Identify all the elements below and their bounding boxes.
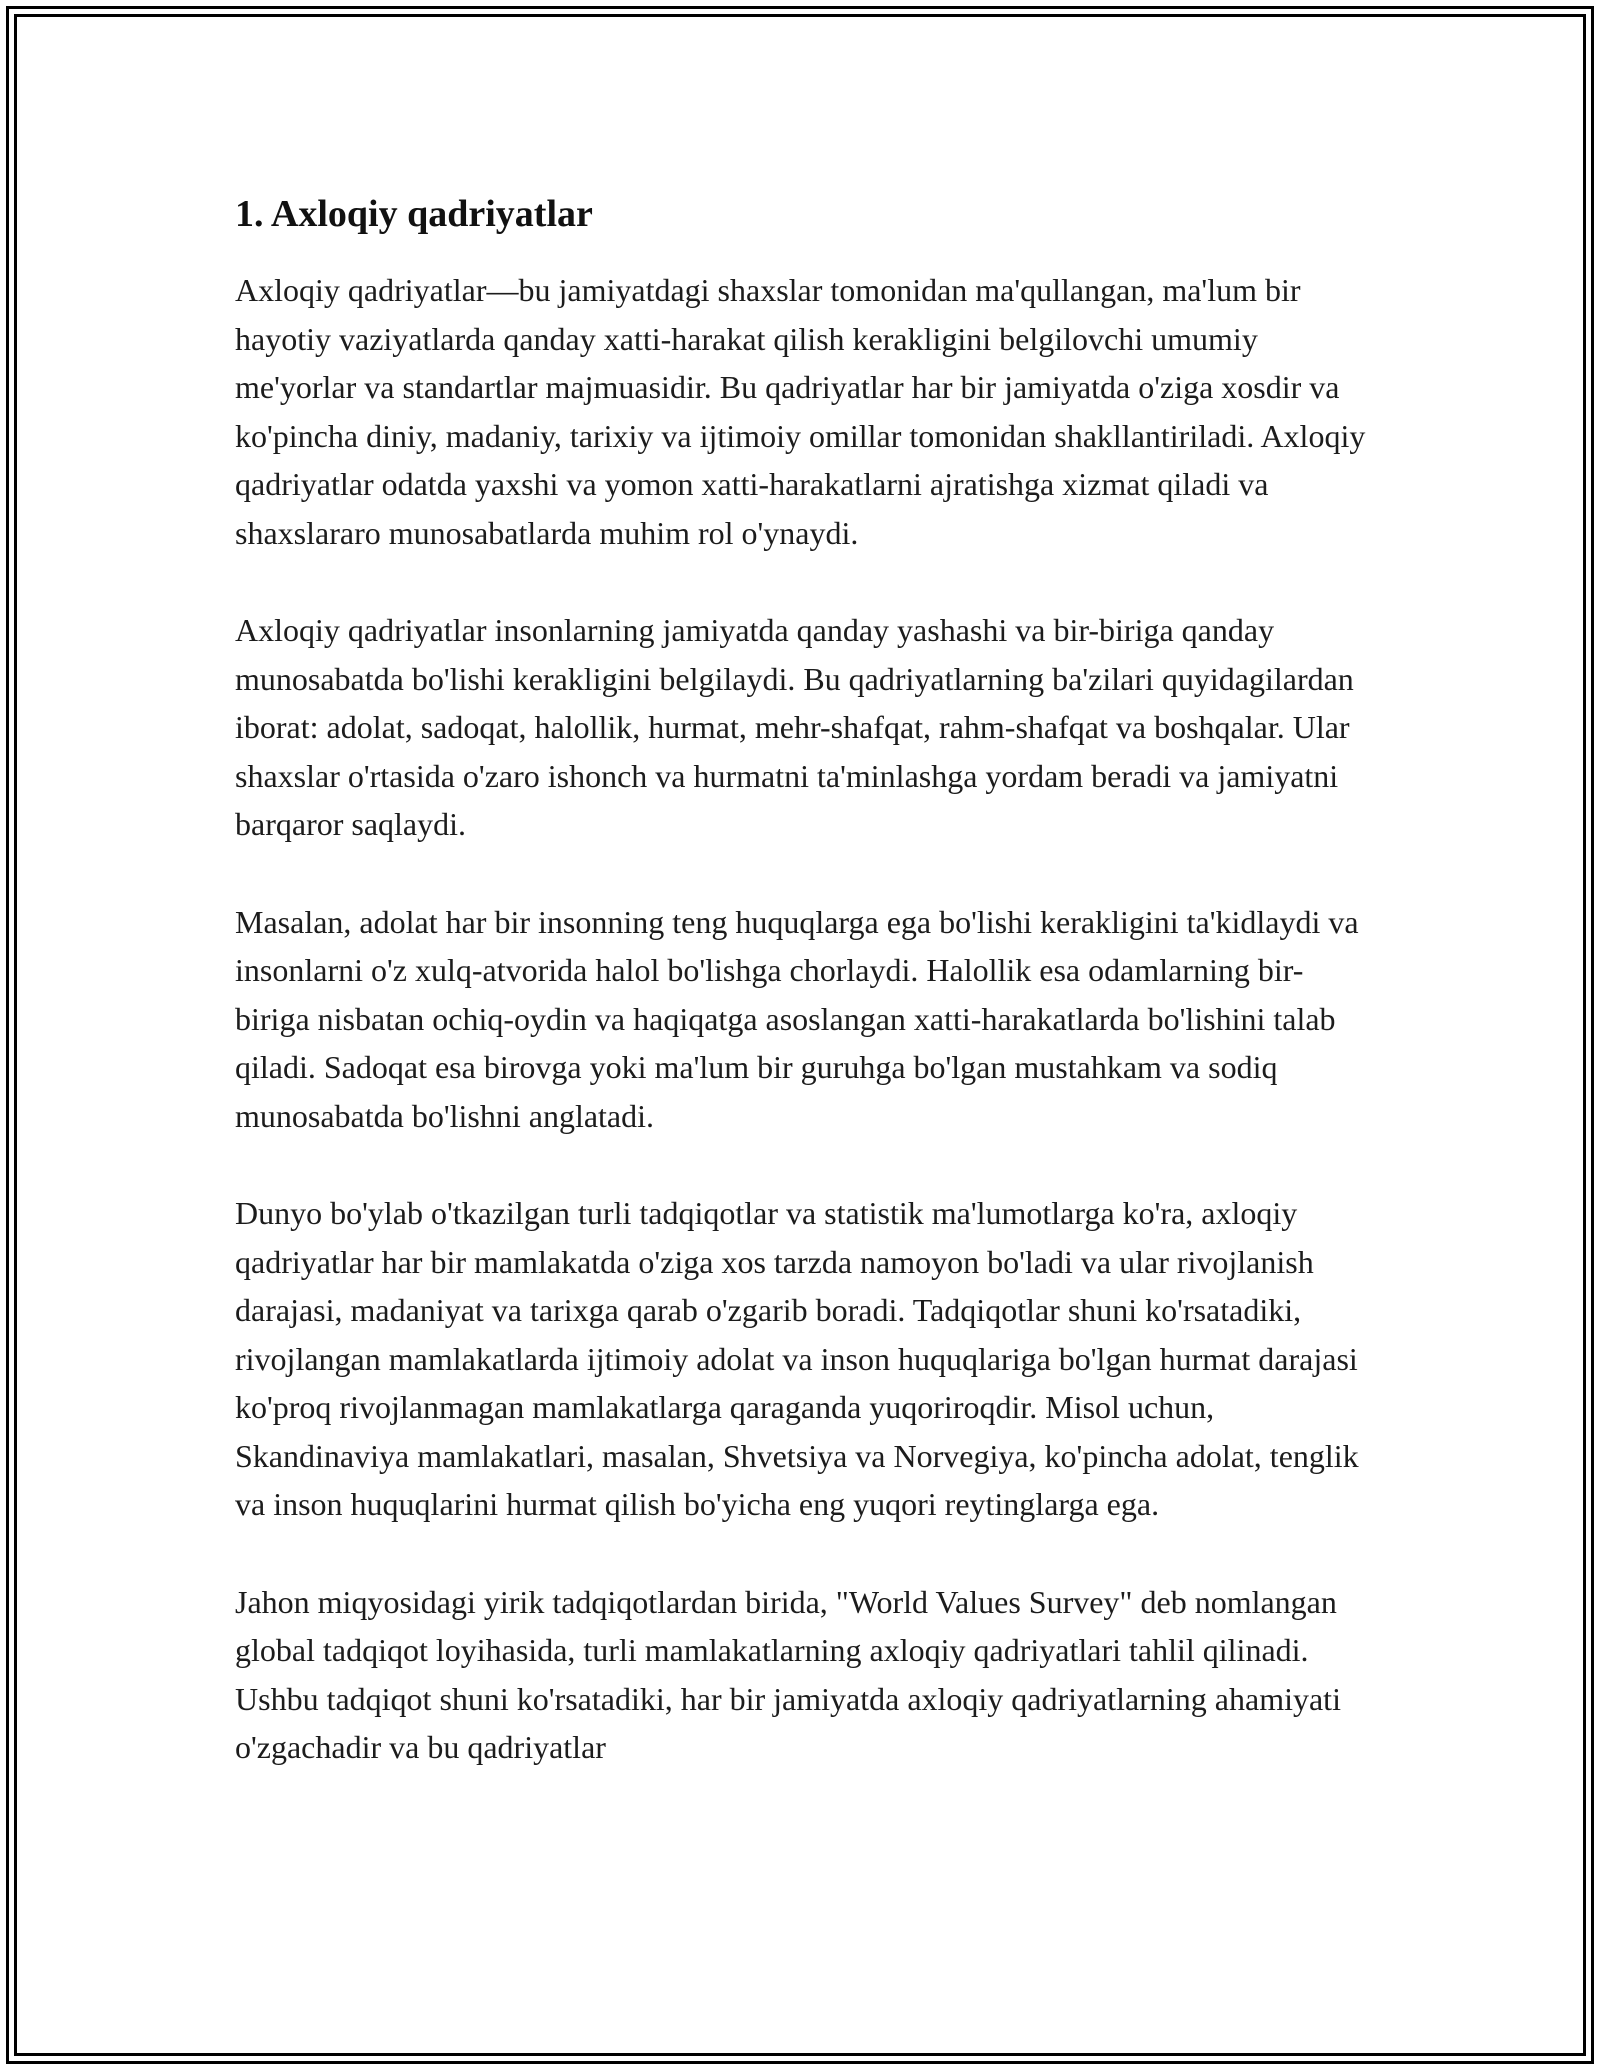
document-body <box>235 188 1375 1821</box>
paragraph-values-list: Axloqiy qadriyatlar insonlarning jamiyatda qanday yashashi va bir-biriga qanday munosabatda bo'lishi kerakligini belgilaydi. Bu qadriyatlarning ba'zilari quyidagilardan iborat: adolat, sadoqat, halollik, hurmat, mehr-shafqat, rahm-shafqat va boshqalar. Ular shaxslar o'rtasida o'zaro ishonch va hurmatni ta'minlashga yordam beradi va jamiyatni barqaror saqlaydi. <box>235 612 1354 842</box>
section-heading: 1. Axloqiy qadriyatlar <box>235 193 593 235</box>
paragraph-research: Dunyo bo'ylab o'tkazilgan turli tadqiqotlar va statistik ma'lumotlarga ko'ra, axloqiy qadriyatlar har bir mamlakatda o'ziga xos tarzda namoyon bo'ladi va ular rivojlanish darajasi, madaniyat va tarixga qarab o'zgarib boradi. Tadqiqotlar shuni ko'rsatadiki, rivojlangan mamlakatlarda ijtimoiy adolat va inson huquqlariga bo'lgan hurmat darajasi ko'proq rivojlanmagan mamlakatlarga qaraganda yuqoriroqdir. Misol uchun, Skandinaviya mamlakatlari, masalan, Shvetsiya va Norvegiya, ko'pincha adolat, tenglik va inson huquqlarini hurmat qilish bo'yicha eng yuqori reytinglarga ega. <box>235 1195 1359 1522</box>
paragraph-examples: Masalan, adolat har bir insonning teng huquqlarga ega bo'lishi kerakligini ta'kidlaydi va insonlarni o'z xulq-atvorida halol bo'lishga chorlaydi. Halollik esa odamlarning bir-biriga nisbatan ochiq-oydin va haqiqatga asoslangan xatti-harakatlarda bo'lishini talab qiladi. Sadoqat esa birovga yoki ma'lum bir guruhga bo'lgan mustahkam va sodiq munosabatda bo'lishni anglatadi. <box>235 903 1359 1134</box>
paragraph-world-values-survey: Jahon miqyosidagi yirik tadqiqotlardan birida, "World Values Survey" deb nomlangan global tadqiqot loyihasida, turli mamlakatlarning axloqiy qadriyatlari tahlil qilinadi. Ushbu tadqiqot shuni ko'rsatadiki, har bir jamiyatda axloqiy qadriyatlarning ahamiyati o'zgachadir va bu qadriyatlar <box>235 1583 1341 1765</box>
paragraph-definition: Axloqiy qadriyatlar—bu jamiyatdagi shaxslar tomonidan ma'qullangan, ma'lum bir hayotiy vaziyatlarda qanday xatti-harakat qilish kerakligini belgilovchi umumiy me'yorlar va standartlar majmuasidir. Bu qadriyatlar har bir jamiyatda o'ziga xosdir va ko'pincha diniy, madaniy, tarixiy va ijtimoiy omillar tomonidan shakllantiriladi. Axloqiy qadriyatlar odatda yaxshi va yomon xatti-harakatlarni ajratishga xizmat qiladi va shaxslararo munosabatlarda muhim rol o'ynaydi. <box>235 272 1366 551</box>
